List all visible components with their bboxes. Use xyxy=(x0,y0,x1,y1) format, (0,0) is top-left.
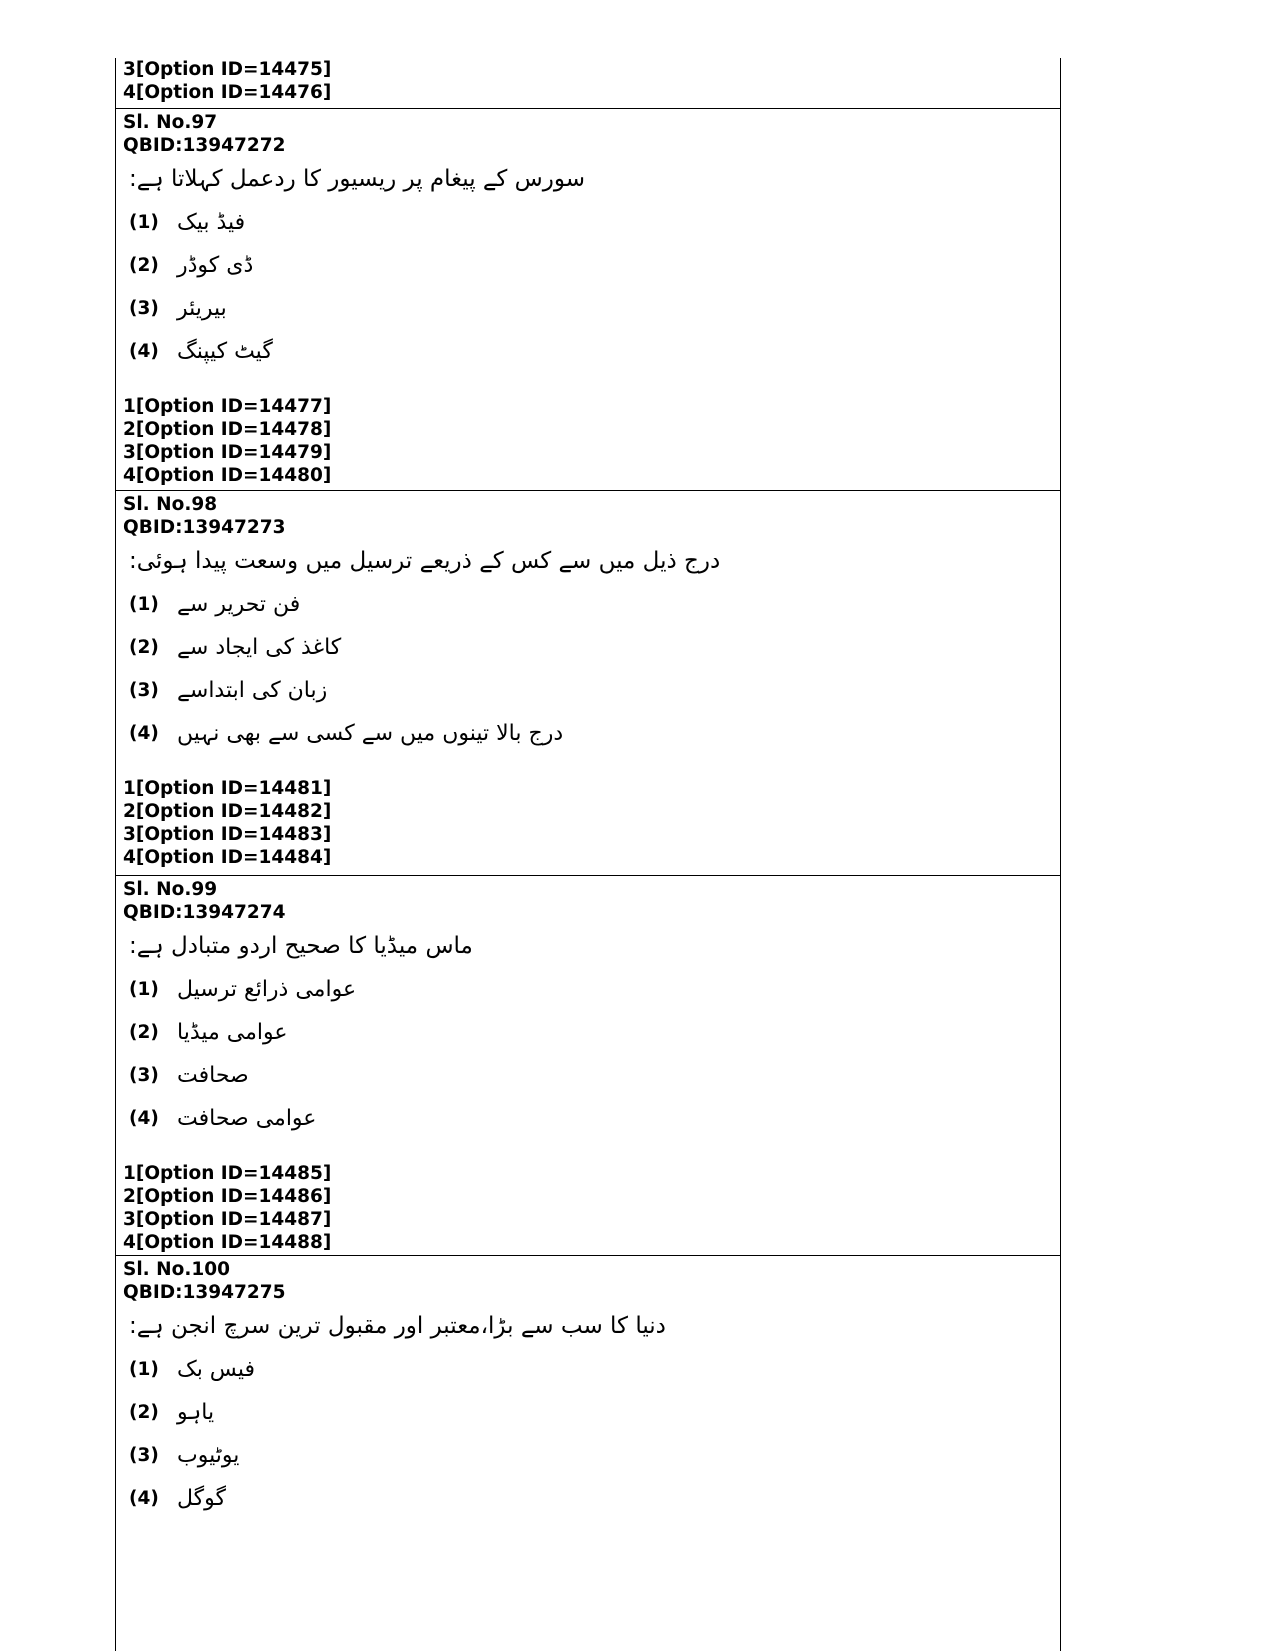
option-id-line: 4[Option ID=14480] xyxy=(123,465,332,486)
option-3: (3) یوٹیوب xyxy=(129,1443,240,1468)
option-4: (4) گیٹ کیپنگ xyxy=(129,339,273,364)
question-text: ماس میڈیا کا صحیح اردو متبادل ہے: xyxy=(129,933,473,959)
question-block-99 xyxy=(116,876,1060,1256)
serial-number: Sl. No.99 xyxy=(123,879,218,900)
qbid: QBID:13947272 xyxy=(123,135,286,156)
option-4: (4) درج بالا تینوں میں سے کسی سے بھی نہیں xyxy=(129,721,564,746)
option-id-line: 1[Option ID=14477] xyxy=(123,396,332,417)
question-text: سورس کے پیغام پر ریسیور کا ردعمل کہلاتا ہے: xyxy=(129,166,585,192)
option-4: (4) گوگل xyxy=(129,1486,226,1511)
question-sheet xyxy=(115,58,1061,1651)
option-id-line: 2[Option ID=14482] xyxy=(123,801,332,822)
option-1: (1) عوامی ذرائع ترسیل xyxy=(129,977,357,1002)
question-text: درج ذیل میں سے کس کے ذریعے ترسیل میں وسعت پیدا ہوئی: xyxy=(129,548,721,574)
qbid: QBID:13947275 xyxy=(123,1282,286,1303)
qbid: QBID:13947273 xyxy=(123,517,286,538)
option-2: (2) کاغذ کی ایجاد سے xyxy=(129,635,342,660)
qbid: QBID:13947274 xyxy=(123,902,286,923)
option-id-line: 3[Option ID=14479] xyxy=(123,442,332,463)
serial-number: Sl. No.100 xyxy=(123,1259,230,1280)
option-3: (3) بیریئر xyxy=(129,296,227,321)
option-id-line: 4[Option ID=14488] xyxy=(123,1232,332,1253)
option-2: (2) یاہو xyxy=(129,1400,215,1425)
previous-question-fragment xyxy=(116,58,1060,109)
serial-number: Sl. No.98 xyxy=(123,494,218,515)
option-1: (1) فن تحریر سے xyxy=(129,592,301,617)
option-id-line: 2[Option ID=14486] xyxy=(123,1186,332,1207)
option-id-line: 3[Option ID=14487] xyxy=(123,1209,332,1230)
option-id-line: 3[Option ID=14475] xyxy=(123,59,332,80)
option-1: (1) فیڈ بیک xyxy=(129,210,246,235)
question-block-97 xyxy=(116,109,1060,491)
option-id-line: 1[Option ID=14481] xyxy=(123,778,332,799)
serial-number: Sl. No.97 xyxy=(123,112,218,133)
option-2: (2) ڈی کوڈر xyxy=(129,253,254,278)
option-id-line: 4[Option ID=14484] xyxy=(123,847,332,868)
option-id-line: 1[Option ID=14485] xyxy=(123,1163,332,1184)
option-id-line: 3[Option ID=14483] xyxy=(123,824,332,845)
option-1: (1) فیس بک xyxy=(129,1357,256,1382)
question-block-98 xyxy=(116,491,1060,876)
option-id-line: 2[Option ID=14478] xyxy=(123,419,332,440)
option-4: (4) عوامی صحافت xyxy=(129,1106,317,1131)
option-id-line: 4[Option ID=14476] xyxy=(123,82,332,103)
option-3: (3) صحافت xyxy=(129,1063,249,1088)
question-text: دنیا کا سب سے بڑا،معتبر اور مقبول ترین سرچ انجن ہے: xyxy=(129,1313,666,1339)
question-block-100 xyxy=(116,1256,1060,1556)
option-3: (3) زبان کی ابتداسے xyxy=(129,678,328,703)
option-2: (2) عوامی میڈیا xyxy=(129,1020,288,1045)
